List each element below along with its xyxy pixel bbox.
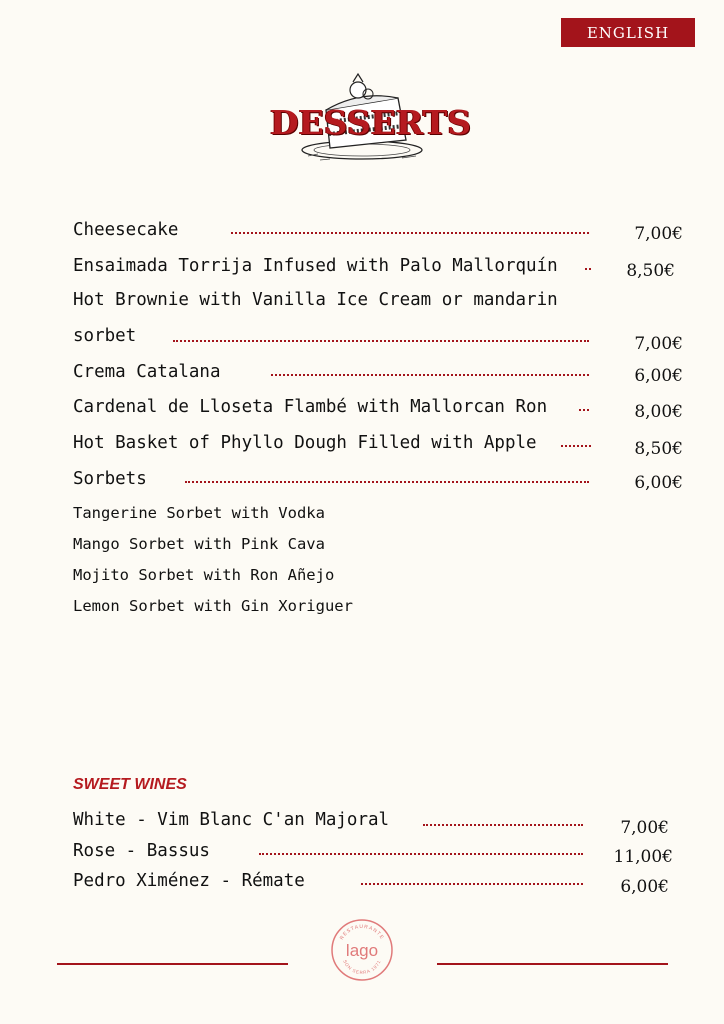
wine-name: White - Vim Blanc C'an Majoral [73,810,390,830]
dot-leader [185,481,589,483]
dot-leader [231,232,589,234]
menu-item [73,362,683,392]
item-name: Cheesecake [73,220,179,240]
sorbet-option: Lemon Sorbet with Gin Xoriguer [73,597,353,615]
item-name: Hot Brownie with Vanilla Ice Cream or mandarin [73,290,558,310]
item-name: sorbet [73,326,137,346]
sorbet-option: Mango Sorbet with Pink Cava [73,535,325,553]
menu-item [73,220,683,250]
dot-leader [579,409,589,411]
svg-text:RESTAURANTE [339,924,385,941]
wine-name: Rose - Bassus [73,841,210,861]
footer-rule-left [57,963,288,965]
wine-price: 11,00€ [613,847,673,867]
item-name: Hot Basket of Phyllo Dough Filled with Apple [73,433,537,453]
page-title: DESSERTS [270,103,472,142]
dot-leader [561,445,591,447]
item-name: Crema Catalana [73,362,221,382]
language-selector[interactable]: ENGLISH [561,18,695,47]
wine-item [73,810,683,840]
footer-rule-right [437,963,668,965]
item-price: 7,00€ [634,334,683,354]
item-price: 7,00€ [634,224,683,244]
wine-price: 7,00€ [620,818,669,838]
item-name: Cardenal de Lloseta Flambé with Mallorcan Ron [73,397,548,417]
item-name: Ensaimada Torrija Infused with Palo Mallorquín [73,256,558,276]
menu-item [73,397,683,427]
svg-text:SON SERRA 1971 [342,959,382,975]
menu-item [73,290,683,320]
logo-name: lago [345,941,379,960]
dot-leader [259,853,583,855]
sorbet-option: Mojito Sorbet with Ron Añejo [73,566,335,584]
sorbet-option: Tangerine Sorbet with Vodka [73,504,325,522]
item-price: 6,00€ [634,473,683,493]
item-name: Sorbets [73,469,147,489]
wine-item [73,871,683,901]
dot-leader [271,374,589,376]
wine-price: 6,00€ [620,877,669,897]
menu-item [73,469,683,499]
dot-leader [423,824,583,826]
menu-item-continued [73,326,683,356]
dot-leader [173,340,589,342]
menu-item [73,256,683,286]
logo-top-text: RESTAURANTE [338,923,386,942]
menu-item [73,433,683,463]
dot-leader [585,268,591,270]
logo-bottom-text: SON SERRA 1971 [342,959,382,976]
restaurant-logo [330,918,394,982]
wine-item [73,841,683,871]
item-price: 8,50€ [626,261,675,281]
section-title: SWEET WINES [73,776,187,793]
dot-leader [361,883,583,885]
item-price: 6,00€ [634,366,683,386]
item-price: 8,00€ [634,402,683,422]
item-price: 8,50€ [634,439,683,459]
wine-name: Pedro Ximénez - Rémate [73,871,305,891]
